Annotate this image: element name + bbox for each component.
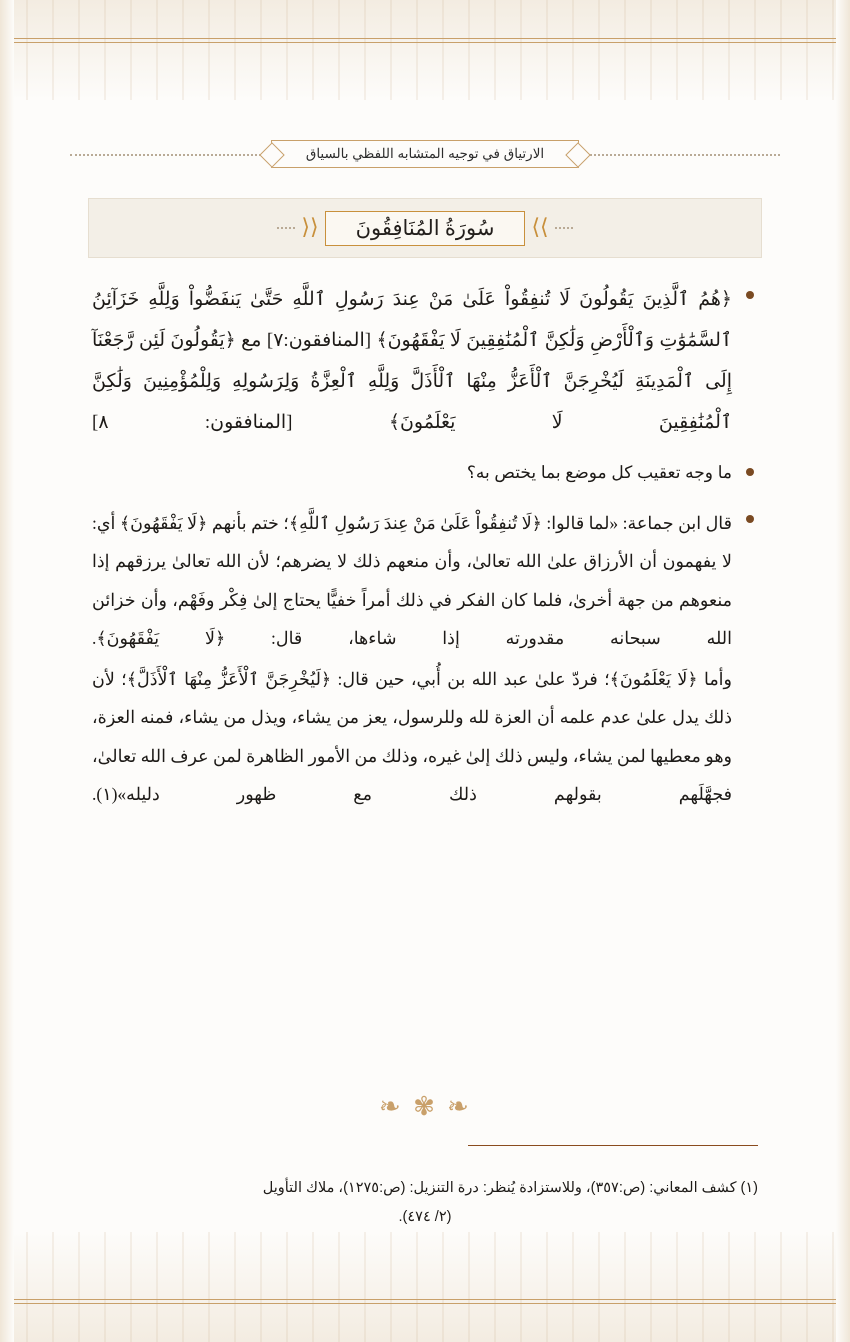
header-dotted-rule-left (70, 154, 265, 156)
left-edge-band (0, 0, 14, 1342)
ornament-wing-left: ⟨⟨ (301, 215, 319, 240)
divider-flourish-ornament: ❧ ✾ ❧ (379, 1092, 471, 1122)
bottom-rule (14, 1299, 836, 1304)
ornament-wing-right: ⟩⟩ (531, 215, 549, 240)
answer-paragraph-2: وأما ﴿لَا يَعْلَمُونَ﴾؛ فردّ علىٰ عبد الله بن أُبي، حين قال: ﴿لَيُخْرِجَنَّ ٱلْأَعَزُّ مِنْهَا ٱلْأَذَلَّ﴾؛ لأن ذلك يدل علىٰ عدم علمه أن العزة لله وللرسول، يعز من يشاء، ويذل من يشاء، فمنه العزة، وهو معطيها لمن يشاء، وليس ذلك إلىٰ غيره، وذلك من الأمور الظاهرة لمن عرف الله تعالىٰ، فجهَّلَهم بقولهم ذلك مع ظهور دليله»(١). (92, 668, 732, 805)
footnote-line-1: (١) كشف المعاني: (ص:٣٥٧)، وللاستزادة يُنظر: درة التنزيل: (ص:١٢٧٥)، ملاك التأويل (262, 1180, 758, 1196)
header-title: الارتياق في توجيه المتشابه اللفظي بالسياق (271, 140, 579, 168)
top-rule (14, 38, 836, 43)
page-body (92, 280, 758, 1142)
question-text: ما وجه تعقيب كل موضع بما يختص به؟ (466, 463, 732, 483)
surah-dotted-rule-left (277, 227, 295, 229)
right-edge-band (836, 0, 850, 1342)
top-ornamental-band (0, 0, 850, 100)
surah-title-group (295, 211, 554, 246)
bottom-ornamental-band (0, 1232, 850, 1342)
surah-title: سُورَةُ المُنَافِقُونَ (325, 211, 526, 246)
footnote (92, 1174, 758, 1232)
list-item (92, 457, 758, 489)
list-item (92, 504, 758, 814)
footnote-line-2: (٢/ ٤٧٤). (398, 1209, 452, 1225)
surah-dotted-rule-right (555, 227, 573, 229)
running-header (70, 126, 780, 182)
footnote-separator (468, 1145, 758, 1146)
bullet-list (92, 280, 758, 814)
surah-title-band (88, 198, 762, 258)
header-dotted-rule-right (585, 154, 780, 156)
quran-verses: ﴿هُمُ ٱلَّذِينَ يَقُولُونَ لَا تُنفِقُواْ عَلَىٰ مَنْ عِندَ رَسُولِ ٱللَّهِ حَتَّىٰ يَنفَضُّواْ وَلِلَّهِ خَزَآئِنُ ٱلسَّمَٰوَٰتِ وَٱلْأَرْضِ وَلَٰكِنَّ ٱلْمُنَٰفِقِينَ لَا يَفْقَهُونَ﴾ [المنافقون:٧] مع ﴿يَقُولُونَ لَئِن رَّجَعْنَآ إِلَى ٱلْمَدِينَةِ لَيُخْرِجَنَّ ٱلْأَعَزُّ مِنْهَا ٱلْأَذَلَّ وَلِلَّهِ ٱلْعِزَّةُ وَلِرَسُولِهِ وَلِلْمُؤْمِنِينَ وَلَٰكِنَّ ٱلْمُنَٰفِقِينَ لَا يَعْلَمُونَ﴾ [المنافقون: ٨] (92, 289, 733, 433)
list-item (92, 280, 758, 443)
answer-paragraph-1: قال ابن جماعة: «لما قالوا: ﴿لَا تُنفِقُواْ عَلَىٰ مَنْ عِندَ رَسُولِ ٱللَّهِ﴾؛ ختم بأنهم ﴿لَا يَفْقَهُونَ﴾ أي: لا يفهمون أن الأرزاق علىٰ الله تعالىٰ، وأن منعهم ذلك لا يضرهم؛ لأن الله تعالىٰ يرزقهم إذا منعوهم من جهة أخرىٰ، فلما كان الفكر في ذلك أمراً خفيًّا يحتاج إلىٰ فِكْر وفَهْم، وأن خزائن الله سبحانه مقدورته إذا شاءها، قال: ﴿لَا يَفْقَهُونَ﴾. (92, 512, 732, 649)
